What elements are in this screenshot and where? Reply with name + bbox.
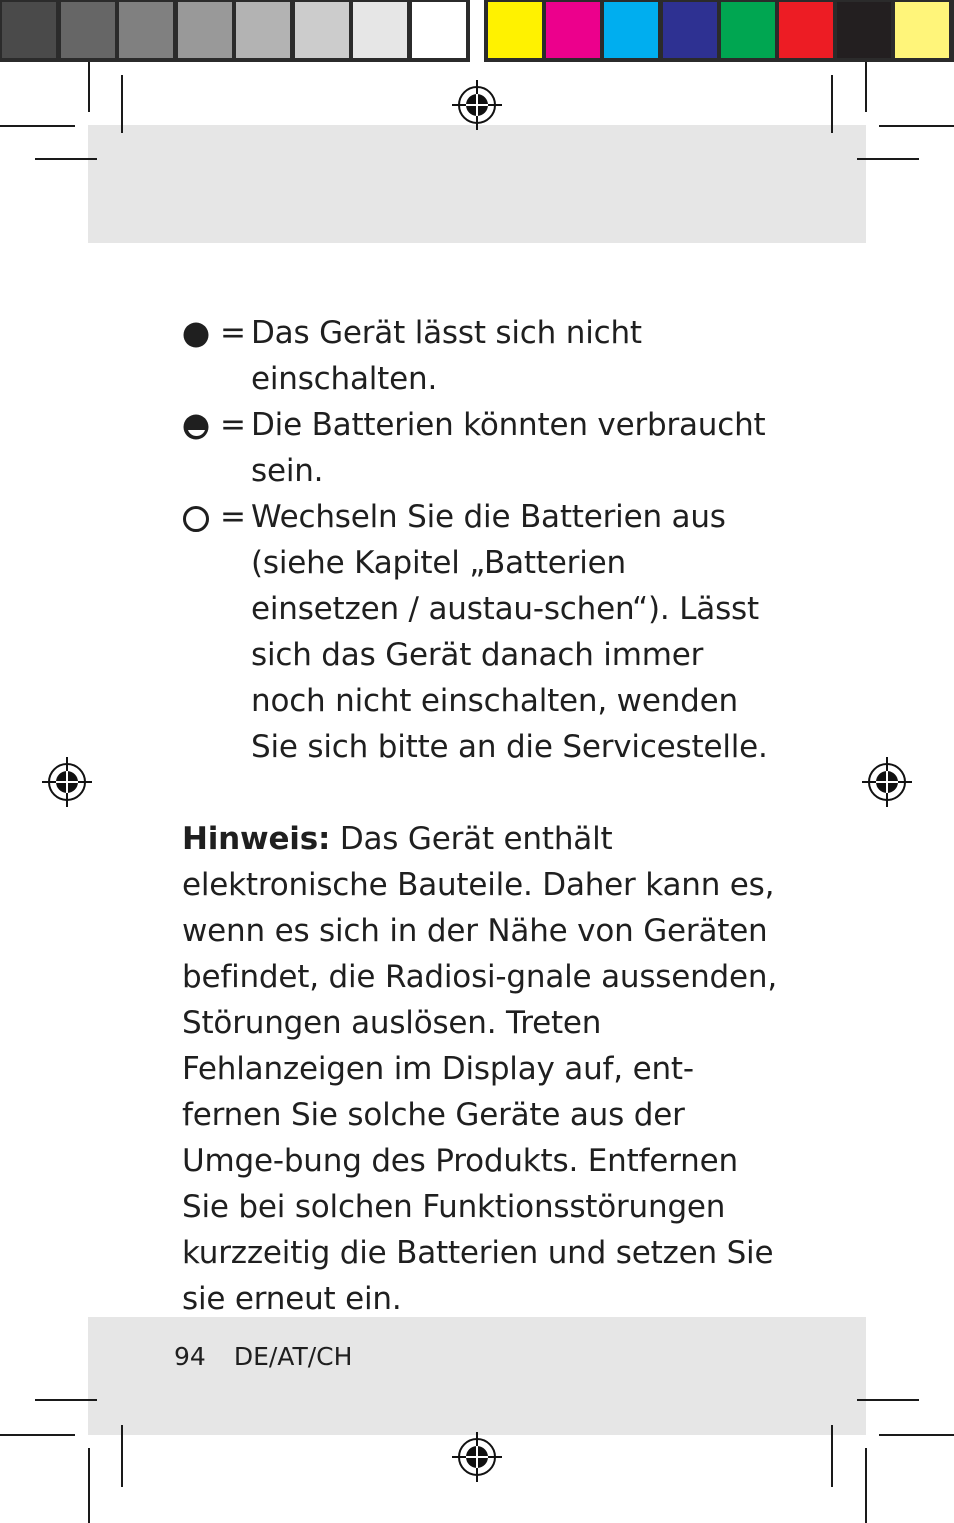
crop-mark bbox=[121, 75, 123, 133]
equals-sign: = bbox=[220, 315, 246, 351]
crop-mark bbox=[88, 62, 90, 112]
gray-swatch bbox=[236, 2, 290, 58]
registration-mark-icon bbox=[452, 1432, 502, 1482]
note-label: Hinweis: bbox=[182, 821, 331, 857]
color-swatch bbox=[488, 2, 542, 58]
status-item bbox=[182, 494, 782, 770]
note-paragraph bbox=[182, 816, 782, 1322]
equals-sign: = bbox=[220, 499, 246, 535]
gray-swatch bbox=[2, 2, 56, 58]
status-item bbox=[182, 402, 782, 494]
gray-swatch bbox=[61, 2, 115, 58]
crop-mark bbox=[865, 1448, 867, 1523]
registration-mark-icon bbox=[862, 757, 912, 807]
equals-sign: = bbox=[220, 407, 246, 443]
crop-mark bbox=[879, 1434, 954, 1436]
crop-mark bbox=[831, 1425, 833, 1487]
crop-mark bbox=[35, 1399, 97, 1401]
color-swatch bbox=[546, 2, 600, 58]
status-text: Die Batterien könnten verbraucht sein. bbox=[251, 407, 766, 489]
crop-mark bbox=[35, 158, 97, 160]
header-band bbox=[88, 125, 866, 243]
page-number: 94 bbox=[174, 1342, 206, 1371]
crop-mark bbox=[0, 125, 75, 127]
status-text: Das Gerät lässt sich nicht einschalten. bbox=[251, 315, 642, 397]
color-swatch bbox=[837, 2, 891, 58]
color-swatch bbox=[895, 2, 949, 58]
color-swatch bbox=[663, 2, 717, 58]
crop-mark bbox=[831, 75, 833, 133]
gray-swatch bbox=[353, 2, 407, 58]
gray-swatch bbox=[295, 2, 349, 58]
note-text: Das Gerät enthält elektronische Bauteile. Daher kann es, wenn es sich in der Nähe von Geräten befindet, die Radiosi-gnale aussenden, Störungen auslösen. Treten Fehlanzeigen im Display auf, ent-fernen Sie solche Geräte aus der Umge-bung des Produkts. Entfernen Sie bei solchen Funktionsstörungen kurzzeitig die Batterien und setzen Sie sie erneut ein. bbox=[182, 821, 777, 1317]
color-swatch bbox=[604, 2, 658, 58]
crop-mark bbox=[88, 1448, 90, 1523]
crop-mark bbox=[0, 1434, 75, 1436]
battery-full-icon bbox=[182, 321, 210, 349]
crop-mark bbox=[121, 1425, 123, 1487]
color-swatch bbox=[721, 2, 775, 58]
status-text: Wechseln Sie die Batterien aus (siehe Kapitel „Batterien einsetzen / austau-schen“). Lässt sich das Gerät danach immer noch nicht einschalten, wenden Sie sich bitte an die Servicestelle. bbox=[251, 499, 768, 765]
color-swatch bbox=[779, 2, 833, 58]
crop-mark bbox=[857, 158, 919, 160]
gray-swatch bbox=[178, 2, 232, 58]
footer-band bbox=[88, 1317, 866, 1435]
gray-swatch bbox=[119, 2, 173, 58]
page-content bbox=[182, 310, 782, 1322]
crop-mark bbox=[879, 125, 954, 127]
registration-mark-icon bbox=[42, 757, 92, 807]
gray-swatch bbox=[412, 2, 466, 58]
status-item bbox=[182, 310, 782, 402]
registration-mark-icon bbox=[452, 80, 502, 130]
crop-mark bbox=[865, 62, 867, 112]
crop-mark bbox=[857, 1399, 919, 1401]
region-label: DE/AT/CH bbox=[233, 1342, 353, 1371]
battery-half-icon bbox=[182, 413, 210, 441]
battery-empty-icon bbox=[182, 505, 210, 533]
page-footer bbox=[174, 1342, 380, 1371]
